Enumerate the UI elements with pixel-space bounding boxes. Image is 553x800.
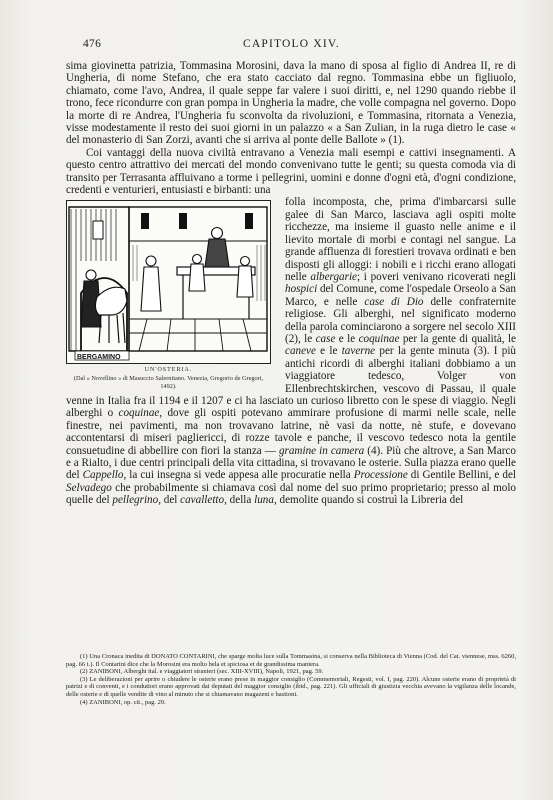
figure-caption bbox=[66, 367, 271, 390]
footnote-3: (3) Le deliberazioni per aprire o chiudere le osterie erano prese in maggior consiglio (Commemoriali, Regesti, vol. I, pag. 220). Alcune osterie erano di proprietà di patrizi e di conventi, e i conduttori erano approvati dai deputati del maggior consiglio (ibid., pag. 221). Gli ufficiali di giustizia vecchia avevano la vigilanza delle locande, delle osterie e di quelle vendite di vino al minuto che si chiamavano magazeni e bastioni. bbox=[66, 675, 516, 698]
page-header bbox=[83, 38, 503, 52]
footnote-1: (1) Una Cronaca inedita di DONATO CONTARINI, che sparge molta luce sulla Tommasina, si conserva nella Biblioteca di Vienna (Cod. del Cat. viennese, mss. 6260, pag. 66 t.). Il Contarini dice che la Morosini era molto bela et spiciosa et de grandissima maniera. bbox=[66, 653, 516, 668]
main-text bbox=[66, 60, 516, 507]
page-number: 476 bbox=[83, 38, 102, 50]
figure-source: (Dal « Novellino » di Masuccio Salernitano. Venezia, Gregorio de Gregori, 1492). bbox=[73, 375, 264, 390]
paragraph-pilgrims-lead: Coi vantaggi della nuova civiltà entravano a Venezia mali esempi e cattivi insegnamenti. A questo centro attrattivo dei mercati del mondo convenivano tutte le genti; su questa comoda via di transito per Terrasanta affluivano a torme i pellegrini, uomini e donne d'ogni età, d'ogni condizione, credenti e venturieri, entusiasti e birbanti: una bbox=[66, 146, 516, 197]
running-title: CAPITOLO XIV. bbox=[243, 38, 340, 50]
figure-title: UN'OSTERIA. bbox=[144, 367, 193, 374]
woodcut-sign-text: BERGAMINO bbox=[77, 354, 121, 362]
woodcut-illustration bbox=[66, 200, 271, 364]
woodcut-figure bbox=[66, 200, 271, 390]
paragraph-tommasina: sima giovinetta patrizia, Tommasina Morosini, dava la mano di sposa al figlio di Andrea II, re di Ungheria, di nome Stefano, che era stato cacciato dal regno. Tommasina ebbe un figliuolo, chiamato, come l'avo, Andrea, il quale seppe far valere i suoi diritti, e, nel 1290 quando riebbe il trono, fece ricondurre con gran pompa in Ungheria la madre, che volle compagna nel governo. Dopo la morte di re Andrea, l'Ungheria fu sconvolta da rivoluzioni, e Tommasina, ritornata a Venezia, visse modestamente il resto dei suoi giorni in un palazzo « a San Zulian, in la ruga dietro le case « del monasterio di San Zorzi, avanti che si arriva al ponte delle Ballote » (1). bbox=[66, 60, 516, 147]
footnotes bbox=[66, 653, 516, 706]
paragraph-pilgrims-main: folla incomposta, che, prima d'imbarcarsi sulle galee di San Marco, lasciava agli ospiti molte ricchezze, ma insieme il guasto nelle anime e il lievito mortale di morbi e contagi nel sangue. La grande affluenza di forestieri trovava ordinati e ben disposti gli alloggi: i nobili e i ricchi erano allogati nelle albergarie; i poveri venivano ricoverati negli hospici del Comune, come l'ospedale Orseolo a San Marco, e nelle case di Dio delle confraternite religiose. Gli alberghi, nel significato moderno della parola cominciarono a sorgere nel secolo XIII (2), le case e le coquinae per la gente di qualità, le caneve e le taverne per la gente minuta (3). I più antichi ricordi di alberghi italiani dobbiamo a un viaggiatore tedesco, Volger von Ellenbrechtskirchen, vescovo di Passau, il quale venne in Italia fra il 1194 e il 1207 e ci ha lasciato un curioso libretto con le spese di viaggio. Negli alberghi o coquinae, dove gli ospiti potevano ammirare profusione di marmi nelle scale, nelle finestre, nei pavimenti, ma non trovavano latrine, nè vasi da notte, nè stufe, e dovevano accontentarsi di miseri pagliericci, di rozze tavole e panche, il vescovo tedesco nota la gentile consuetudine di abbellire con fiori la stanza — gramine in camera (4). Più che altrove, a San Marco e a Rialto, i due centri principali della vita cittadina, si trovavano le osterie. Sulla piazza erano quelle del Cappello, la cui insegna si vede appesa alle procuratie nella Processione di Gentile Bellini, e del Selvadego che probabilmente si chiamava così dal nome del suo primo proprietario; presso al molo quelle del pellegrino, del cavalletto, della luna, demolite quando si costruì la Libreria del bbox=[66, 196, 517, 507]
footnote-2: (2) ZANIBONI, Alberghi ital. e viaggiatori stranieri (sec. XIII-XVIII), Napoli, 1921, pag. 59. bbox=[80, 668, 324, 676]
footnote-4: (4) ZANIBONI, op. cit., pag. 29. bbox=[80, 698, 166, 706]
